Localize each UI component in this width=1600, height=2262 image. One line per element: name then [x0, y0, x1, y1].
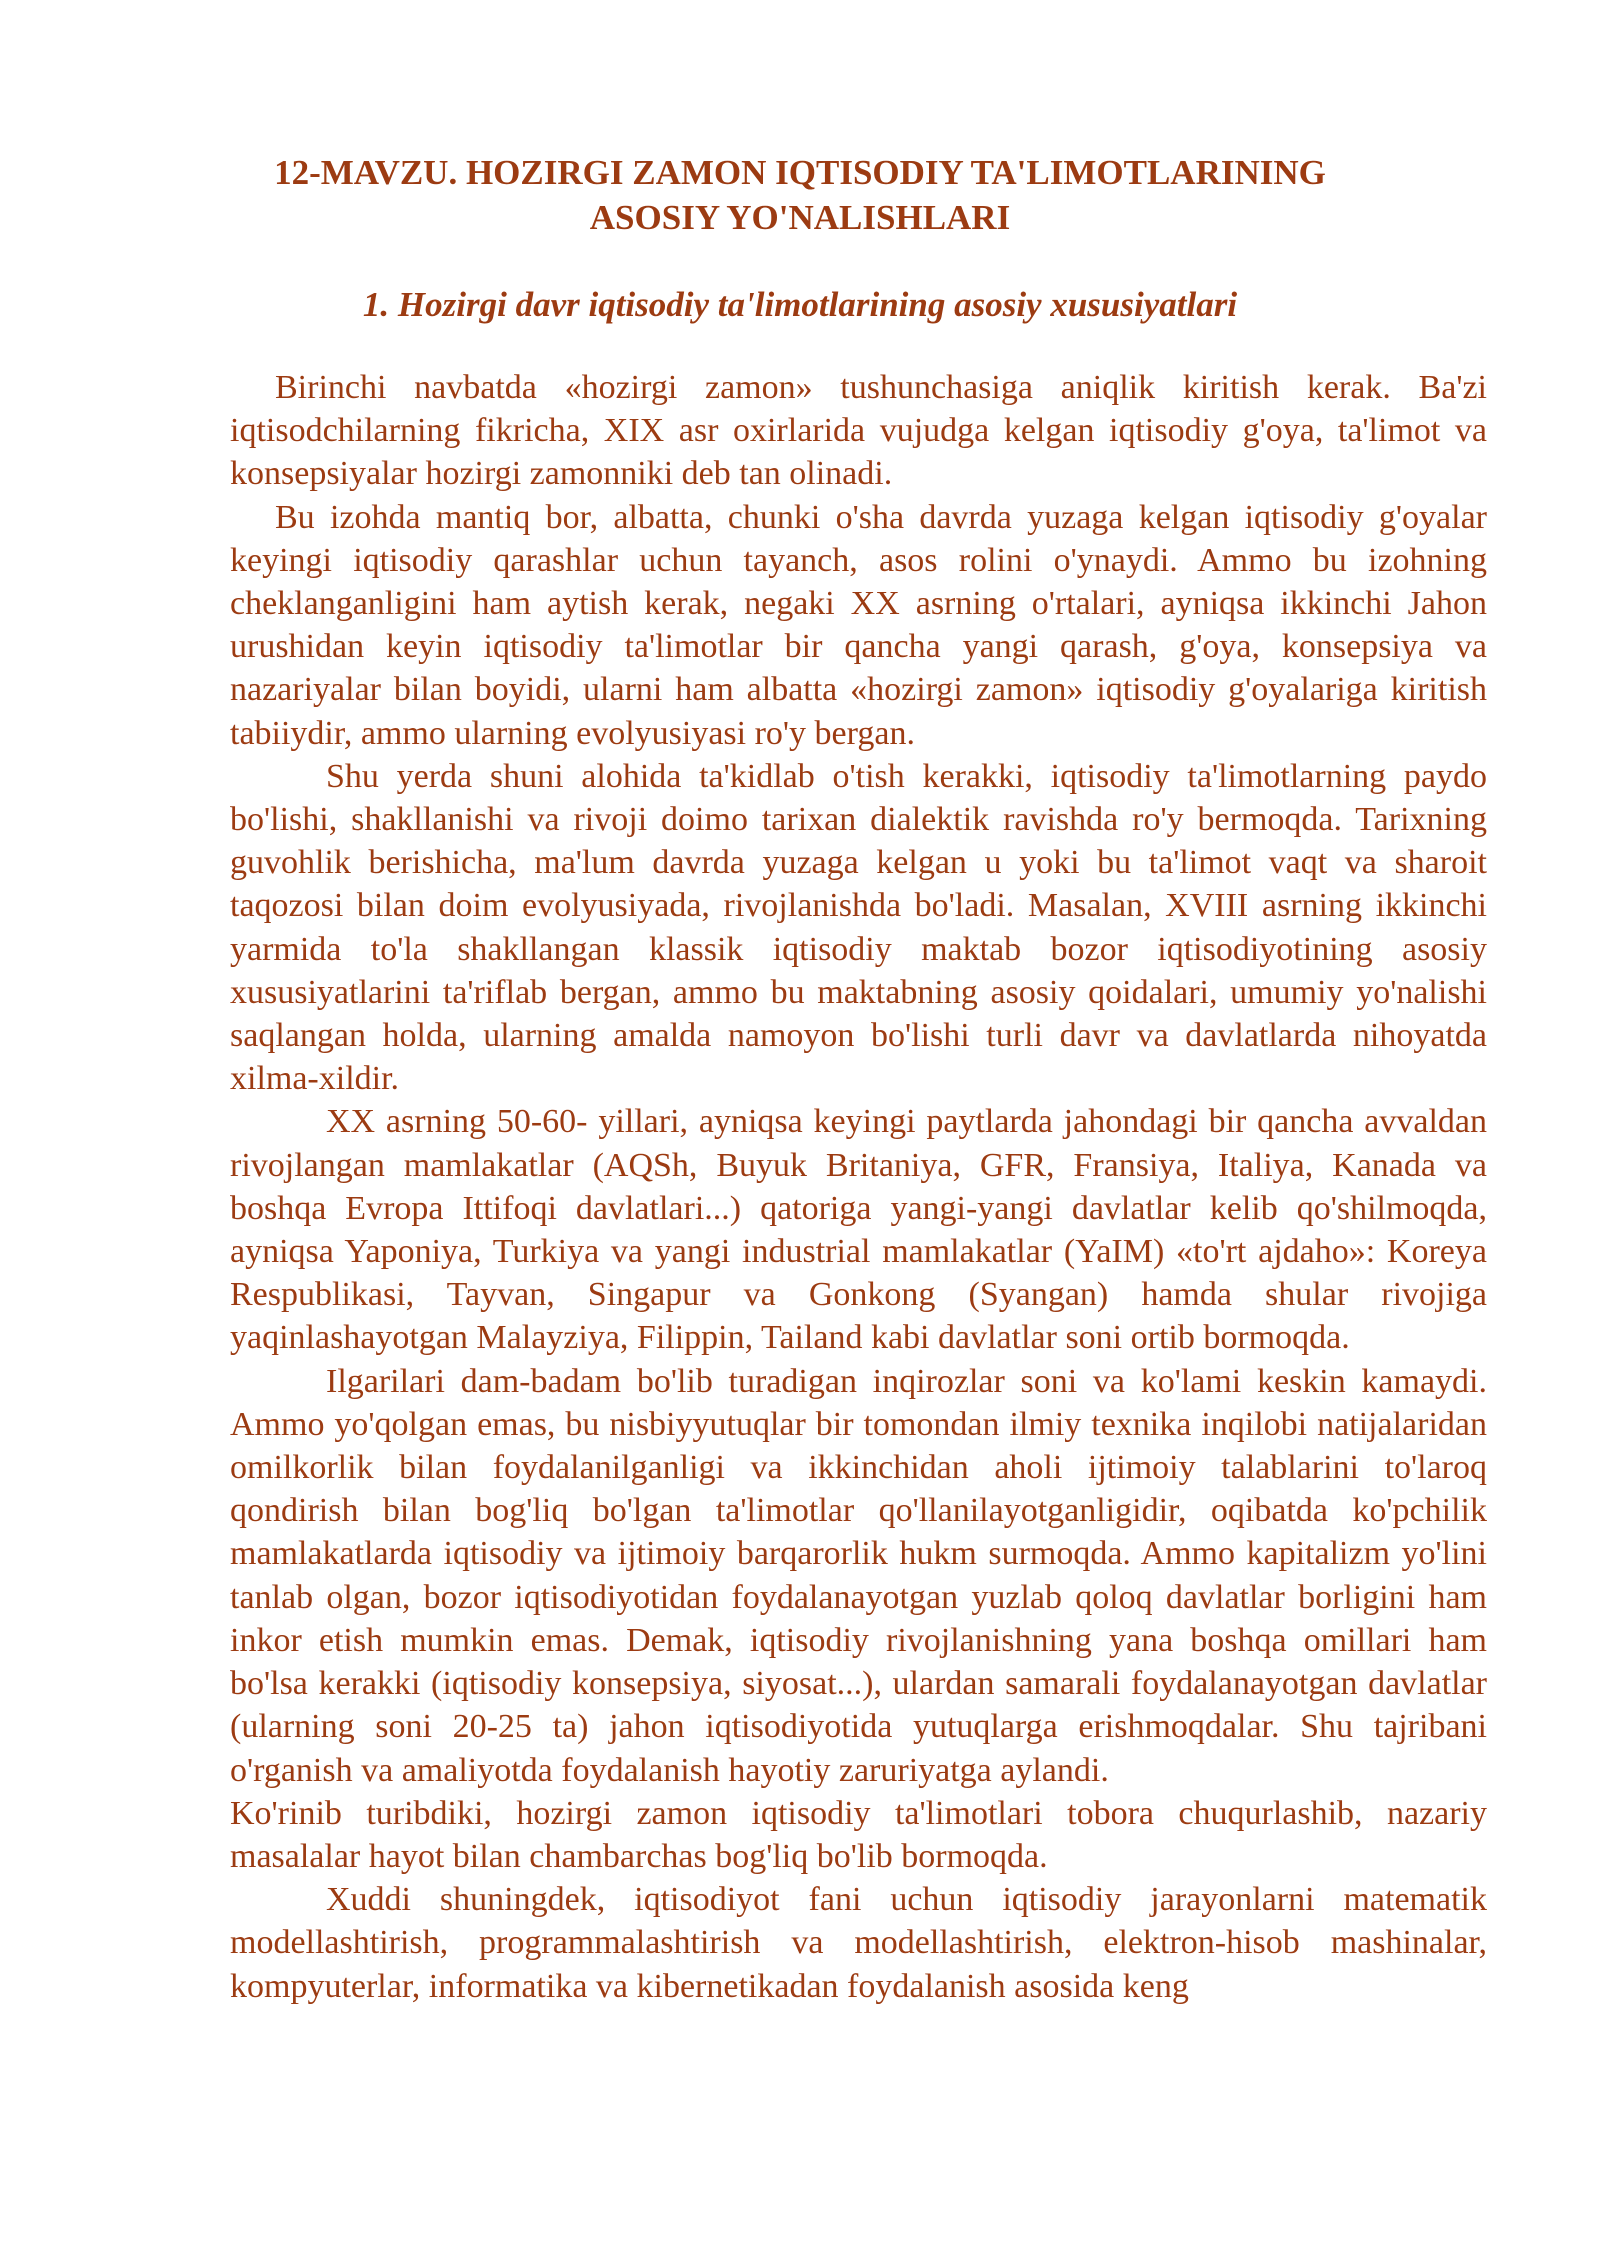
title-line-1: 12-MAVZU. HOZIRGI ZAMON IQTISODIY TA'LIMOTLARINING	[274, 153, 1326, 192]
paragraph-5: Ilgarilari dam-badam bo'lib turadigan inqirozlar soni va ko'lami keskin kamaydi. Ammo yo'qolgan emas, bu nisbiyyutuqlar bir tomondan ilmiy texnika inqilobi natijalaridan omilkorlik bilan foydalanilganligi va ikkinchidan aholi ijtimoiy talablarini to'laroq qondirish bilan bog'liq bo'lgan ta'limotlar qo'llanilayotganligidir, oqibatda ko'pchilik mamlakatlarda iqtisodiy va ijtimoiy barqarorlik hukm surmoqda. Ammo kapitalizm yo'lini tanlab olgan, bozor iqtisodiyotidan foydalanayotgan yuzlab qoloq davlatlar borligini ham inkor etish mumkin emas. Demak, iqtisodiy rivojlanishning yana boshqa omillari ham bo'lsa kerakki (iqtisodiy konsepsiya, siyosat...), ulardan samarali foydalanayotgan davlatlar (ularning soni 20-25 ta) jahon iqtisodiyotida yutuqlarga erishmoqdalar. Shu tajribani o'rganish va amaliyotda foydalanish hayotiy zaruriyatga aylandi.	[230, 1362, 1487, 1789]
document-title	[230, 150, 1370, 240]
paragraph-1: Birinchi navbatda «hozirgi zamon» tushunchasiga aniqlik kiritish kerak. Ba'zi iqtisodchilarning fikricha, XIX asr oxirlarida vujudga kelgan iqtisodiy g'oya, ta'limot va konsepsiyalar hozirgi zamonniki deb tan olinadi.	[230, 369, 1487, 493]
paragraph-3: Shu yerda shuni alohida ta'kidlab o'tish kerakki, iqtisodiy ta'limotlarning paydo bo'lishi, shakllanishi va rivoji doimo tarixan dialektik ravishda ro'y bermoqda. Tarixning guvohlik berishicha, ma'lum davrda yuzaga kelgan u yoki bu ta'limot vaqt va sharoit taqozosi bilan doim evolyusiyada, rivojlanishda bo'ladi. Masalan, XVIII asrning ikkinchi yarmida to'la shakllangan klassik iqtisodiy maktab bozor iqtisodiyotining asosiy xususiyatlarini ta'riflab bergan, ammo bu maktabning asosiy qoidalari, umumiy yo'nalishi saqlangan holda, ularning amalda namoyon bo'lishi turli davr va davlatlarda nihoyatda xilma-xildir.	[230, 757, 1487, 1098]
paragraph-4: XX asrning 50-60- yillari, ayniqsa keyingi paytlarda jahondagi bir qancha avvaldan rivojlangan mamlakatlar (AQSh, Buyuk Britaniya, GFR, Fransiya, Italiya, Kanada va boshqa Evropa Ittifoqi davlatlari...) qatoriga yangi-yangi davlatlar kelib qo'shilmoqda, ayniqsa Yaponiya, Turkiya va yangi industrial mamlakatlar (YaIM) «to'rt ajdaho»: Koreya Respublikasi, Tayvan, Singapur va Gonkong (Syangan) hamda shular rivojiga yaqinlashayotgan Malayziya, Filippin, Tailand kabi davlatlar soni ortib bormoqda.	[230, 1103, 1487, 1357]
paragraph-6: Ko'rinib turibdiki, hozirgi zamon iqtisodiy ta'limotlari tobora chuqurlashib, nazariy masalalar hayot bilan chambarchas bog'liq bo'lib bormoqda.	[230, 1794, 1487, 1875]
section-heading: 1. Hozirgi davr iqtisodiy ta'limotlarining asosiy xususiyatlari	[362, 285, 1238, 324]
title-line-2: ASOSIY YO'NALISHLARI	[589, 198, 1011, 237]
document-body	[230, 366, 1487, 2008]
paragraph-7: Xuddi shuningdek, iqtisodiyot fani uchun iqtisodiy jarayonlarni matematik modellashtirish, programmalashtirish va modellashtirish, elektron-hisob mashinalar, kompyuterlar, informatika va kibernetikadan foydalanish asosida keng	[230, 1881, 1487, 2005]
paragraph-2: Bu izohda mantiq bor, albatta, chunki o'sha davrda yuzaga kelgan iqtisodiy g'oyalar keyingi iqtisodiy qarashlar uchun tayanch, asos rolini o'ynaydi. Ammo bu izohning cheklanganligini ham aytish kerak, negaki XX asrning o'rtalari, ayniqsa ikkinchi Jahon urushidan keyin iqtisodiy ta'limotlar bir qancha yangi qarash, g'oya, konsepsiya va nazariyalar bilan boyidi, ularni ham albatta «hozirgi zamon» iqtisodiy g'oyalariga kiritish tabiiydir, ammo ularning evolyusiyasi ro'y bergan.	[230, 498, 1487, 752]
